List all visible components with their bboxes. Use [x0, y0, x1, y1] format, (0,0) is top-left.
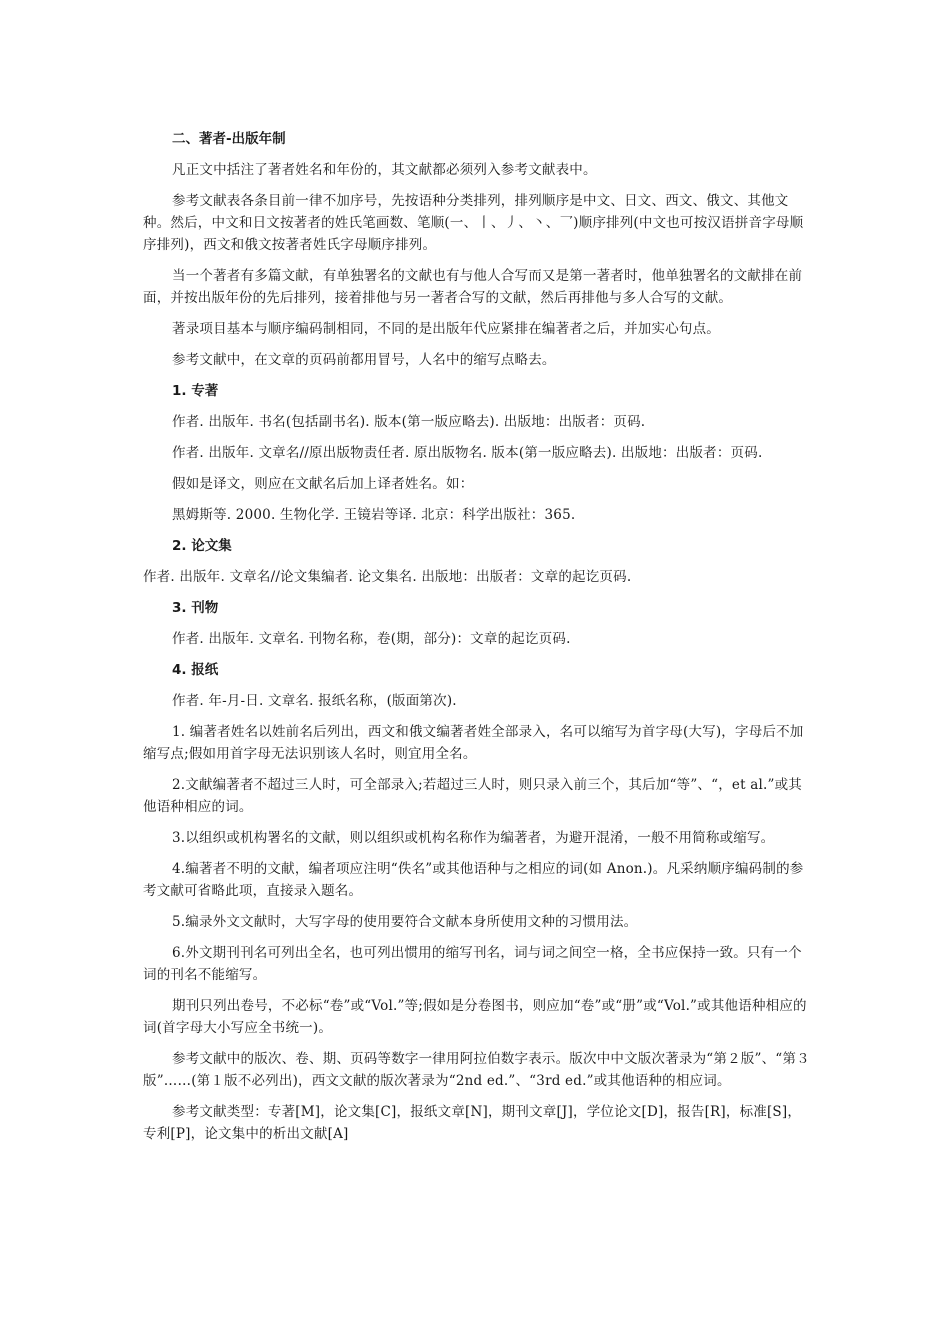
subheading-newspaper: 4. 报纸 — [172, 662, 219, 678]
paragraph-colon-rule: 参考文献中，在文章的页码前都用冒号，人名中的缩写点略去。 — [172, 352, 556, 368]
monograph-format-2: 作者. 出版年. 文章名//原出版物责任者. 原出版物名. 版本(第一版应略去). 出版地：出版者：页码. — [172, 445, 763, 461]
journal-format: 作者. 出版年. 文章名. 刊物名称，卷(期，部分)：文章的起讫页码. — [172, 631, 571, 647]
note-8-edition: 参考文献中的版次、卷、期、页码等数字一律用阿拉伯数字表示。版次中中文版次著录为“第２版”、“第３版”……(第１版不必列出)，西文文献的版次著录为“2nd ed.”、“3rd ed.”或其他语种的相应词。 — [143, 1051, 810, 1089]
note-2-author-count: 2.文献编著者不超过三人时，可全部录入;若超过三人时，则只录入前三个，其后加“等”、“，et al.”或其他语种相应的词。 — [143, 777, 802, 815]
proceedings-format: 作者. 出版年. 文章名//论文集编者. 论文集名. 出版地：出版者：文章的起讫页码. — [143, 569, 632, 585]
paragraph-ordering: 参考文献表各条目前一律不加序号，先按语种分类排列，排列顺序是中文、日文、西文、俄文、其他文种。然后，中文和日文按著者的姓氏笔画数、笔顺(一、丨、丿、丶、乛)顺序排列(中文也可按汉语拼音字母顺序排列)，西文和俄文按著者姓氏字母顺序排列。 — [143, 193, 804, 253]
paragraph-multiple-works: 当一个著者有多篇文献，有单独署名的文献也有与他人合写而又是第一著者时，他单独署名的文献排在前面，并按出版年份的先后排列，接着排他与另一著者合写的文献，然后再排他与多人合写的文献。 — [143, 268, 803, 306]
subheading-monograph: 1. 专著 — [172, 383, 219, 399]
translation-note: 假如是译文，则应在文献名后加上译者姓名。如： — [172, 476, 474, 492]
monograph-format-1: 作者. 出版年. 书名(包括副书名). 版本(第一版应略去). 出版地：出版者：页码. — [172, 414, 646, 430]
note-3-organization: 3.以组织或机构署名的文献，则以组织或机构名称作为编著者，为避开混淆，一般不用简称或缩写。 — [172, 830, 775, 846]
note-1-author-names: 1. 编著者姓名以姓前名后列出，西文和俄文编著者姓全部录入，名可以缩写为首字母(大写)，字母后不加缩写点;假如用首字母无法识别该人名时，则宜用全名。 — [143, 724, 804, 762]
note-6-journal-names: 6.外文期刊刊名可列出全名，也可列出惯用的缩写刊名，词与词之间空一格，全书应保持一致。只有一个词的刊名不能缩写。 — [143, 945, 802, 983]
document-page — [143, 128, 811, 1145]
section-heading: 二、著者-出版年制 — [172, 131, 286, 147]
note-5-capitalization: 5.编录外文文献时，大写字母的使用要符合文献本身所使用文种的习惯用法。 — [172, 914, 638, 930]
note-4-anonymous: 4.编著者不明的文献，编者项应注明“佚名”或其他语种与之相应的词(如 Anon.)。凡采纳顺序编码制的参考文献可省略此项，直接录入题名。 — [143, 861, 804, 899]
translation-example: 黑姆斯等. 2000. 生物化学. 王镜岩等译. 北京：科学出版社：365. — [172, 507, 576, 523]
newspaper-format: 作者. 年-月-日. 文章名. 报纸名称，(版面第次). — [172, 693, 457, 709]
paragraph-citation-rule: 凡正文中括注了著者姓名和年份的，其文献都必须列入参考文献表中。 — [172, 162, 597, 178]
note-9-document-types: 参考文献类型：专著[M]，论文集[C]，报纸文章[N]，期刊文章[J]，学位论文[D]，报告[R]，标准[S]，专利[P]，论文集中的析出文献[A] — [143, 1104, 802, 1142]
subheading-journal: 3. 刊物 — [172, 600, 219, 616]
note-7-volume: 期刊只列出卷号，不必标“卷”或“Vol.”等;假如是分卷图书，则应加“卷”或“册”或“Vol.”或其他语种相应的词(首字母大小写应全书统一)。 — [143, 998, 807, 1036]
paragraph-entry-items: 著录项目基本与顺序编码制相同，不同的是出版年代应紧排在编著者之后，并加实心句点。 — [172, 321, 720, 337]
subheading-proceedings: 2. 论文集 — [172, 538, 232, 554]
